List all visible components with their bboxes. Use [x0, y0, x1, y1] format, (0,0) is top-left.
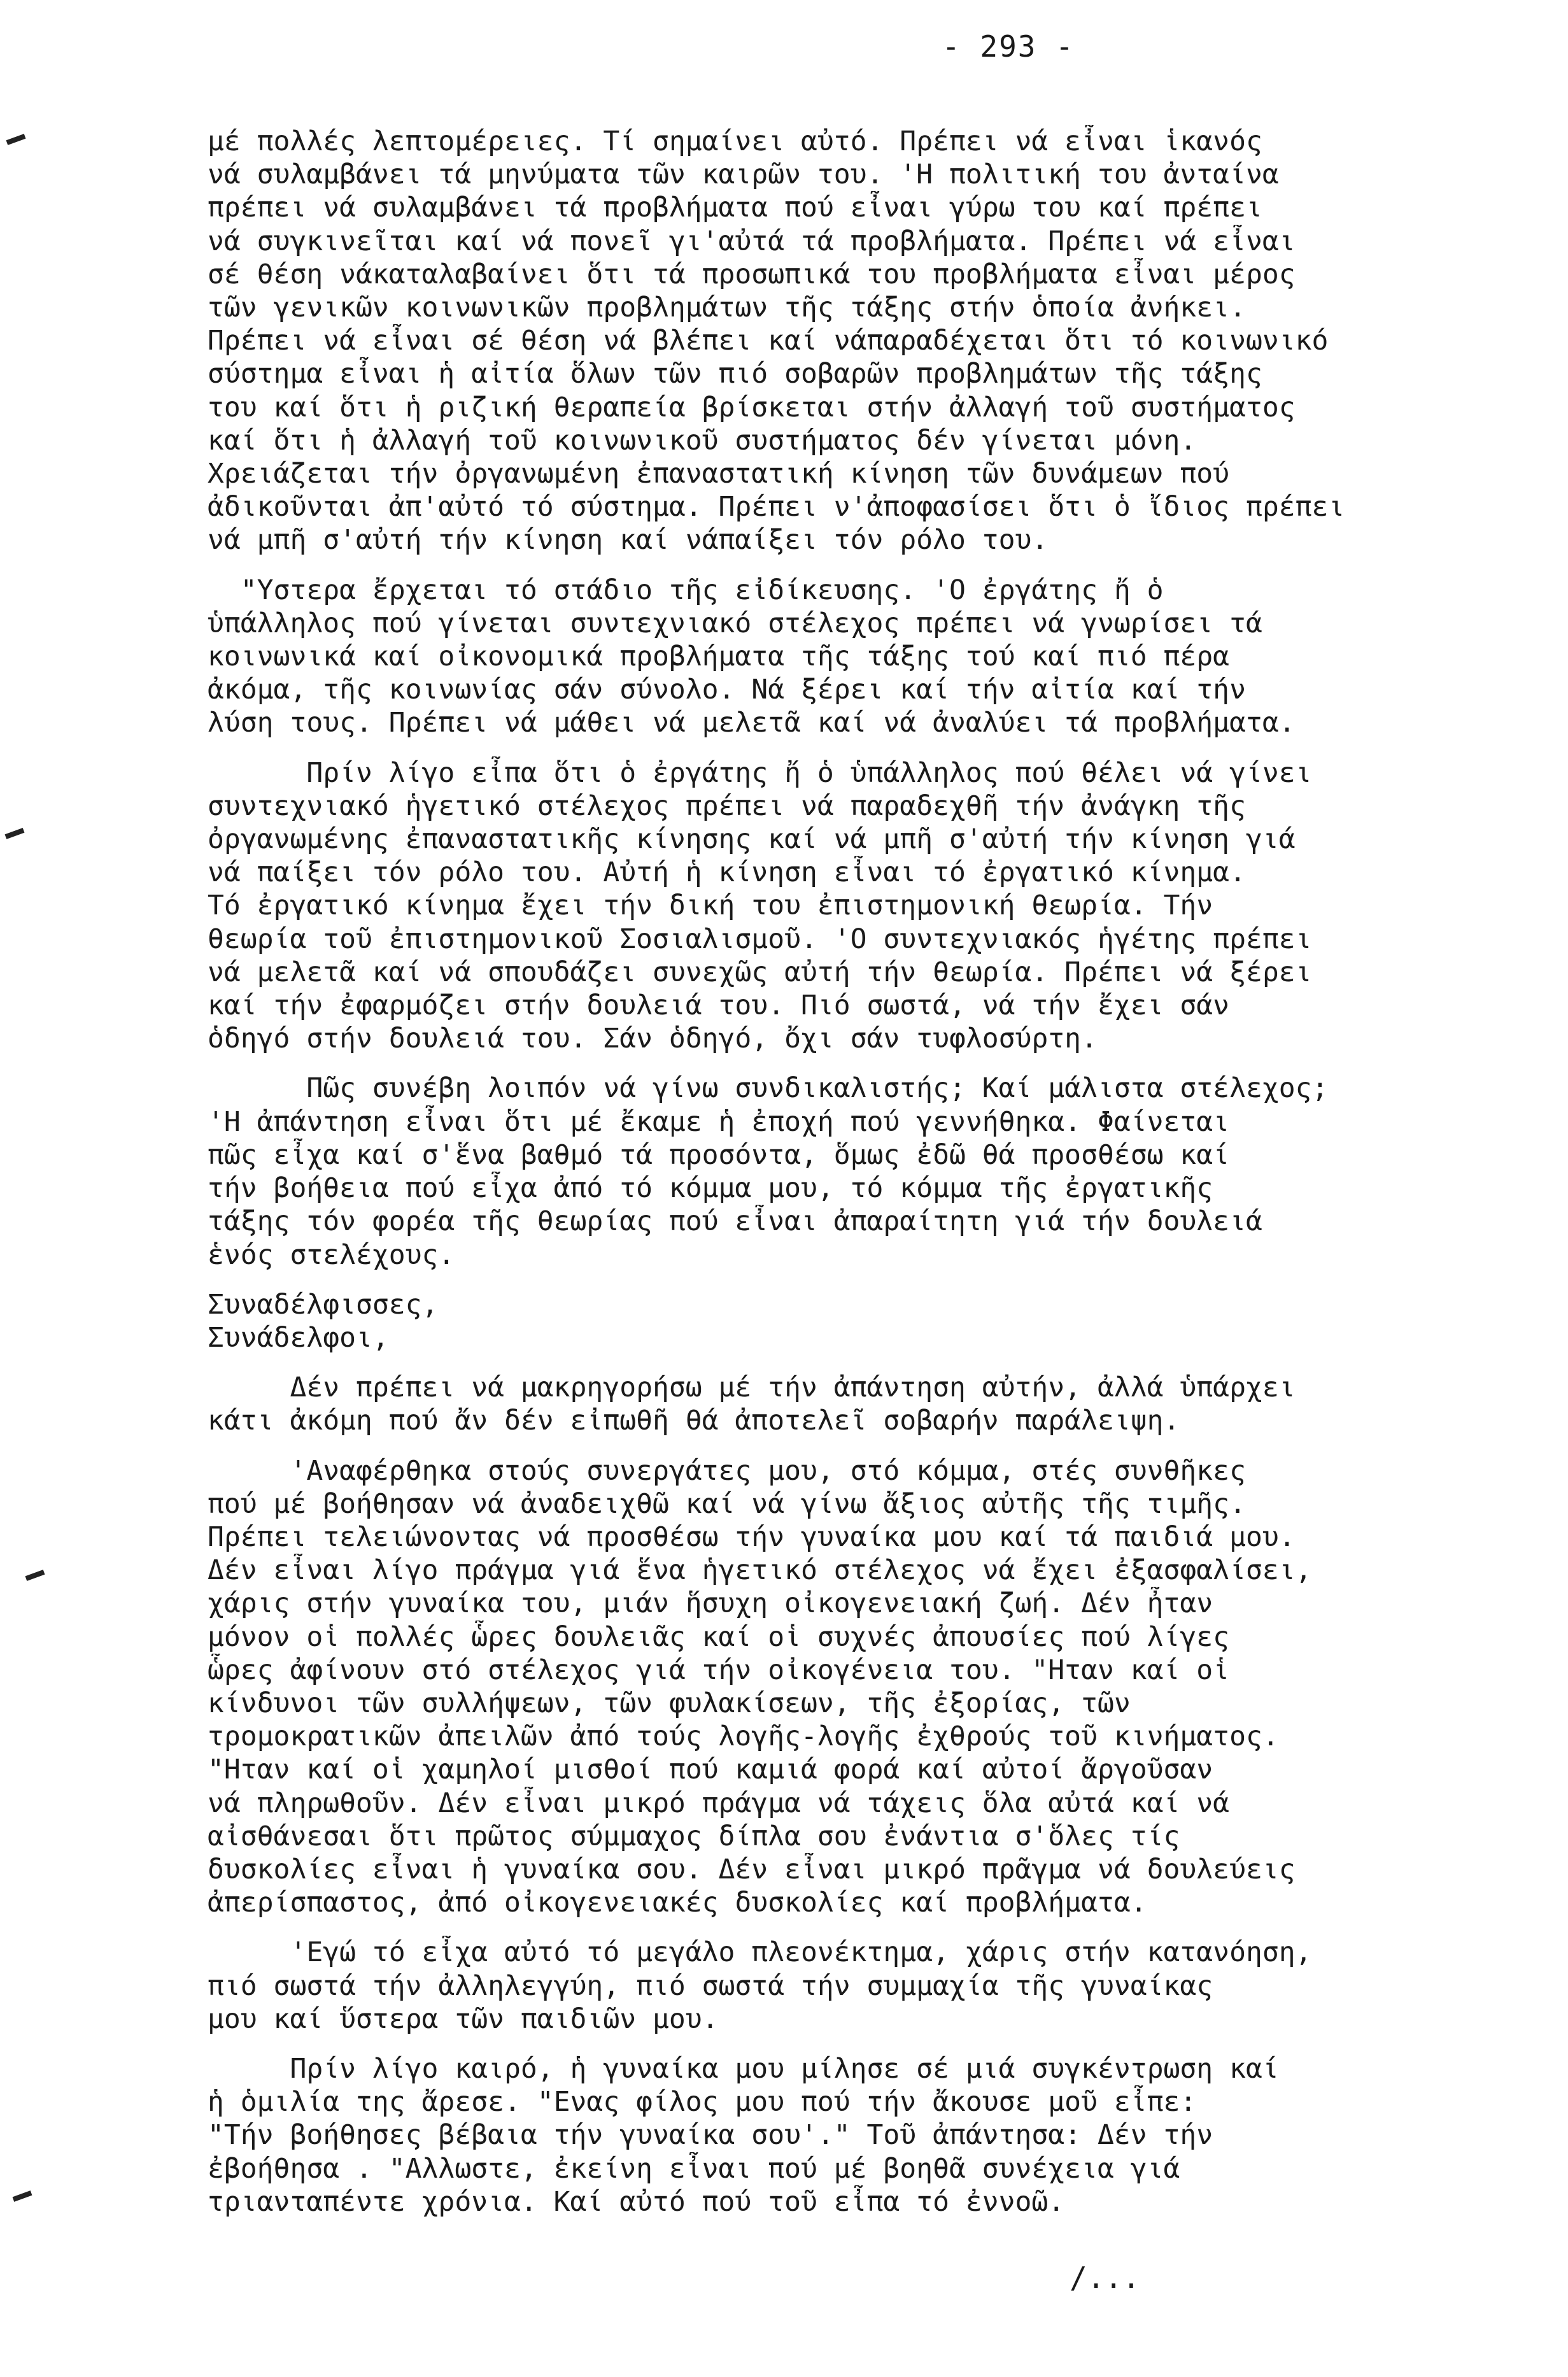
text-line: του καί ὅτι ἡ ριζική θεραπεία βρίσκεται στήν ἀλλαγή τοῦ συστήματος: [208, 391, 1296, 423]
document-body: [208, 125, 1525, 2235]
text-line: νά συγκινεῖται καί νά πονεῖ γι'αὐτά τά προβλήματα. Πρέπει νά εἶναι: [208, 225, 1296, 257]
text-line: "Τήν βοήθησες βέβαια τήν γυναίκα σου'." Τοῦ ἀπάντησα: Δέν τήν: [208, 2119, 1213, 2152]
text-line: συντεχνιακό ἡγετικό στέλεχος πρέπει νά παραδεχθῆ τήν ἀνάγκη τῆς: [208, 790, 1246, 822]
paragraph: [208, 1072, 1525, 1271]
text-line: ἀκόμα, τῆς κοινωνίας σάν σύνολο. Νά ξέρει καί τήν αἰτία καί τήν: [208, 674, 1246, 706]
continuation-mark: /...: [1070, 2260, 1140, 2295]
text-line: Πῶς συνέβη λοιπόν νά γίνω συνδικαλιστής; Καί μάλιστα στέλεχος;: [208, 1072, 1329, 1105]
text-line: Τό ἐργατικό κίνημα ἔχει τήν δική του ἐπιστημονική θεωρία. Τήν: [208, 890, 1213, 922]
text-line: ἀδικοῦνται ἀπ'αὐτό τό σύστημα. Πρέπει ν'ἀποφασίσει ὅτι ὁ ἴδιος πρέπει: [208, 491, 1345, 523]
text-line: κάτι ἀκόμη πού ἄν δέν εἰπωθῆ θά ἀποτελεῖ σοβαρήν παράλειψη.: [208, 1405, 1180, 1437]
text-line: σύστημα εἶναι ἡ αἰτία ὅλων τῶν πιό σοβαρῶν προβλημάτων τῆς τάξης: [208, 358, 1262, 390]
text-line: κίνδυνοι τῶν συλλήψεων, τῶν φυλακίσεων, τῆς ἐξορίας, τῶν: [208, 1687, 1131, 1719]
text-line: ὁδηγό στήν δουλειά του. Σάν ὁδηγό, ὄχι σάν τυφλοσύρτη.: [208, 1023, 1098, 1055]
text-line: Πρέπει τελειώνοντας νά προσθέσω τήν γυναίκα μου καί τά παιδιά μου.: [208, 1521, 1296, 1553]
text-line: χάρις στήν γυναίκα του, μιάν ἥσυχη οἰκογενειακή ζωή. Δέν ἦταν: [208, 1587, 1213, 1620]
text-line: νά πληρωθοῦν. Δέν εἶναι μικρό πράγμα νά τάχεις ὅλα αὐτά καί νά: [208, 1787, 1230, 1819]
text-line: ὀργανωμένης ἐπαναστατικῆς κίνησης καί νά μπῆ σ'αὐτή τήν κίνηση γιά: [208, 823, 1296, 856]
text-line: τῶν γενικῶν κοινωνικῶν προβλημάτων τῆς τάξης στήν ὁποία ἀνήκει.: [208, 292, 1246, 324]
text-line: θεωρία τοῦ ἐπιστημονικοῦ Σοσιαλισμοῦ. 'Ο συντεχνιακός ἡγέτης πρέπει: [208, 923, 1312, 955]
text-line: Δέν πρέπει νά μακρηγορήσω μέ τήν ἀπάντηση αὐτήν, ἀλλά ὑπάρχει: [208, 1372, 1296, 1404]
text-line: κοινωνικά καί οἰκονομικά προβλήματα τῆς τάξης τού καί πιό πέρα: [208, 641, 1230, 673]
paragraph: [208, 125, 1525, 557]
salutation: [208, 1288, 1525, 1354]
text-line: νά συλαμβάνει τά μηνύματα τῶν καιρῶν του. 'Η πολιτική του ἀνταίνα: [208, 159, 1279, 191]
text-line: νά παίξει τόν ρόλο του. Αὐτή ἡ κίνηση εἶναι τό ἐργατικό κίνημα.: [208, 856, 1246, 889]
margin-mark: [5, 828, 25, 839]
text-line: καί ὅτι ἡ ἀλλαγή τοῦ κοινωνικοῦ συστήματος δέν γίνεται μόνη.: [208, 424, 1197, 457]
text-line: πῶς εἶχα καί σ'ἕνα βαθμό τά προσόντα, ὅμως ἐδῶ θά προσθέσω καί: [208, 1139, 1230, 1171]
text-line: "Υστερα ἔρχεται τό στάδιο τῆς εἰδίκευσης. 'Ο ἐργάτης ἤ ὁ: [208, 574, 1164, 606]
text-line: μου καί ὕστερα τῶν παιδιῶν μου.: [208, 2003, 719, 2035]
text-line: 'Αναφέρθηκα στούς συνεργάτες μου, στό κόμμα, στές συνθῆκες: [208, 1454, 1246, 1487]
text-line: τήν βοήθεια πού εἶχα ἀπό τό κόμμα μου, τό κόμμα τῆς ἐργατικῆς: [208, 1172, 1213, 1205]
paragraph: [208, 2052, 1525, 2218]
text-line: Πρίν λίγο καιρό, ἡ γυναίκα μου μίλησε σέ μιά συγκέντρωση καί: [208, 2052, 1279, 2085]
text-line: 'Η ἀπάντηση εἶναι ὅτι μέ ἔκαμε ἡ ἐποχή πού γεννήθηκα. Φαίνεται: [208, 1105, 1230, 1138]
text-line: 'Εγώ τό εἶχα αὐτό τό μεγάλο πλεονέκτημα, χάρις στήν κατανόηση,: [208, 1936, 1312, 1969]
text-line: μέ πολλές λεπτομέρειες. Τί σημαίνει αὐτό. Πρέπει νά εἶναι ἱκανός: [208, 125, 1262, 157]
salutation-line: Συνάδελφοι,: [208, 1321, 389, 1354]
paragraph: [208, 1454, 1525, 1920]
text-line: νά μπῆ σ'αὐτή τήν κίνηση καί νάπαίξει τόν ρόλο του.: [208, 524, 1049, 557]
paragraph: [208, 1371, 1525, 1437]
margin-mark: [13, 2190, 32, 2202]
paragraph: [208, 574, 1525, 740]
margin-mark: [6, 134, 26, 145]
text-line: "Ηταν καί οἱ χαμηλοί μισθοί πού καμιά φορά καί αὐτοί ἄργοῦσαν: [208, 1754, 1213, 1786]
text-line: ἀπερίσπαστος, ἀπό οἰκογενειακές δυσκολίες καί προβλήματα.: [208, 1887, 1147, 1919]
text-line: τρομοκρατικῶν ἀπειλῶν ἀπό τούς λογῆς-λογῆς ἐχθρούς τοῦ κινήματος.: [208, 1721, 1279, 1753]
text-line: Δέν εἶναι λίγο πράγμα γιά ἕνα ἡγετικό στέλεχος νά ἔχει ἐξασφαλίσει,: [208, 1554, 1312, 1587]
page-number: - 293 -: [942, 29, 1075, 64]
text-line: Πρίν λίγο εἶπα ὅτι ὁ ἐργάτης ἤ ὁ ὑπάλληλος πού θέλει νά γίνει: [208, 756, 1312, 789]
text-line: αἰσθάνεσαι ὅτι πρῶτος σύμμαχος δίπλα σου ἐνάντια σ'ὅλες τίς: [208, 1820, 1180, 1852]
text-line: νά μελετᾶ καί νά σπουδάζει συνεχῶς αὐτή τήν θεωρία. Πρέπει νά ξέρει: [208, 956, 1312, 988]
text-line: τάξης τόν φορέα τῆς θεωρίας πού εἶναι ἀπαραίτητη γιά τήν δουλειά: [208, 1205, 1262, 1238]
margin-mark: [25, 1570, 45, 1581]
text-line: πρέπει νά συλαμβάνει τά προβλήματα πού εἶναι γύρω του καί πρέπει: [208, 192, 1262, 224]
text-line: ὑπάλληλος πού γίνεται συντεχνιακό στέλεχος πρέπει νά γνωρίσει τά: [208, 607, 1262, 639]
text-line: ἡ ὁμιλία της ἄρεσε. "Ενας φίλος μου πού τήν ἄκουσε μοῦ εἶπε:: [208, 2086, 1197, 2118]
text-line: λύση τους. Πρέπει νά μάθει νά μελετᾶ καί νά ἀναλύει τά προβλήματα.: [208, 707, 1296, 739]
text-line: Πρέπει νά εἶναι σέ θέση νά βλέπει καί νάπαραδέχεται ὅτι τό κοινωνικό: [208, 325, 1329, 357]
text-line: ἑνός στελέχους.: [208, 1238, 455, 1271]
salutation-line: Συναδέλφισσες,: [208, 1288, 439, 1321]
text-line: Χρειάζεται τήν ὀργανωμένη ἐπαναστατική κίνηση τῶν δυνάμεων πού: [208, 458, 1230, 490]
text-line: πιό σωστά τήν ἀλληλεγγύη, πιό σωστά τήν συμμαχία τῆς γυναίκας: [208, 1969, 1213, 2002]
text-line: ἐβοήθησα . "Αλλωστε, ἐκείνη εἶναι πού μέ βοηθᾶ συνέχεια γιά: [208, 2152, 1180, 2185]
text-line: μόνον οἱ πολλές ὧρες δουλειᾶς καί οἱ συχνές ἀπουσίες πού λίγες: [208, 1621, 1230, 1653]
paragraph: [208, 1936, 1525, 2036]
text-line: πού μέ βοήθησαν νά ἀναδειχθῶ καί νά γίνω ἄξιος αὐτῆς τῆς τιμῆς.: [208, 1487, 1246, 1520]
paragraph: [208, 756, 1525, 1056]
text-line: καί τήν ἐφαρμόζει στήν δουλειά του. Πιό σωστά, νά τήν ἔχει σάν: [208, 990, 1230, 1022]
text-line: σέ θέση νάκαταλαβαίνει ὅτι τά προσωπικά του προβλήματα εἶναι μέρος: [208, 258, 1296, 290]
text-line: δυσκολίες εἶναι ἡ γυναίκα σου. Δέν εἶναι μικρό πρᾶγμα νά δουλεύεις: [208, 1853, 1296, 1885]
text-line: τριανταπέντε χρόνια. Καί αὐτό πού τοῦ εἶπα τό ἐννοῶ.: [208, 2185, 1065, 2218]
text-line: ὧρες ἀφίνουν στό στέλεχος γιά τήν οἰκογένεια του. "Ηταν καί οἱ: [208, 1654, 1230, 1686]
